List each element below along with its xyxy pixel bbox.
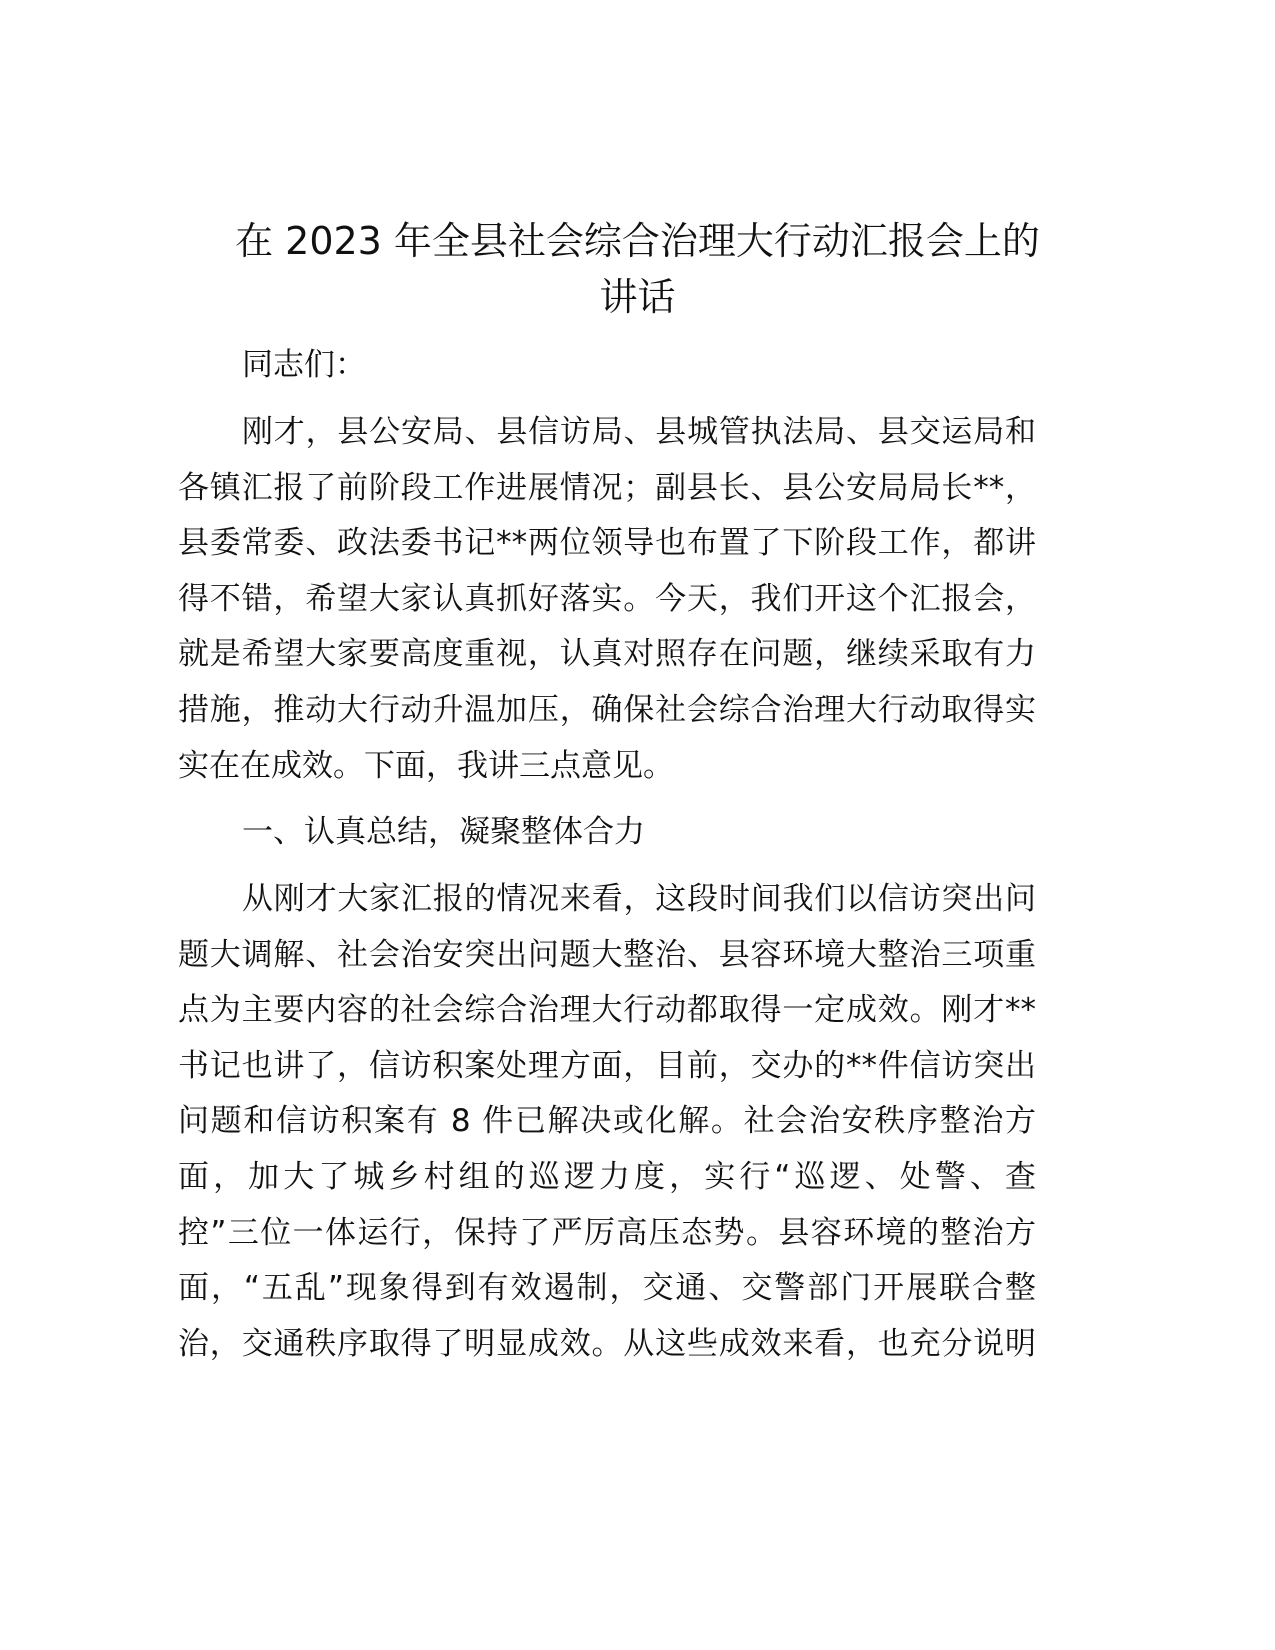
- section-heading-1: [178, 805, 1036, 861]
- paragraph-line: 面，加大了城乡村组的巡逻力度，实行“巡逻、处警、查: [178, 1158, 1036, 1195]
- document-title: [150, 213, 1125, 325]
- paragraph-line: 措施，推动大行动升温加压，确保社会综合治理大行动取得实: [178, 691, 1036, 728]
- paragraph-line: 治，交通秩序取得了明显成效。从这些成效来看，也充分说明: [178, 1325, 1036, 1362]
- paragraph-line: 得不错，希望大家认真抓好落实。今天，我们开这个汇报会，: [178, 580, 1036, 617]
- paragraph-1: [178, 405, 1036, 794]
- salutation: [178, 338, 1036, 394]
- paragraph-line: 控”三位一体运行，保持了严厉高压态势。县容环境的整治方: [178, 1214, 1036, 1251]
- paragraph-line: 刚才，县公安局、县信访局、县城管执法局、县交运局和: [242, 414, 1036, 450]
- paragraph-line: 就是希望大家要高度重视，认真对照存在问题，继续采取有力: [178, 636, 1036, 673]
- paragraph-line: 从刚才大家汇报的情况来看，这段时间我们以信访突出问: [242, 881, 1036, 917]
- paragraph-2: [178, 872, 1036, 1372]
- title-line: 讲话: [599, 275, 676, 319]
- paragraph-line: 问题和信访积案有 8 件已解决或化解。社会治安秩序整治方: [178, 1103, 1036, 1140]
- paragraph-line: 面，“五乱”现象得到有效遏制，交通、交警部门开展联合整: [178, 1270, 1036, 1307]
- paragraph-line: 县委常委、政法委书记**两位领导也布置了下阶段工作，都讲: [178, 525, 1036, 562]
- paragraph-line: 点为主要内容的社会综合治理大行动都取得一定成效。刚才**: [178, 992, 1036, 1029]
- title-line: 在 2023 年全县社会综合治理大行动汇报会上的: [235, 219, 1040, 263]
- paragraph-line: 各镇汇报了前阶段工作进展情况；副县长、县公安局局长**，: [178, 469, 1036, 506]
- salutation-text: 同志们：: [242, 347, 366, 383]
- heading-text: 一、认真总结，凝聚整体合力: [242, 814, 645, 850]
- paragraph-line: 题大调解、社会治安突出问题大整治、县容环境大整治三项重: [178, 936, 1036, 973]
- paragraph-line: 书记也讲了，信访积案处理方面，目前，交办的**件信访突出: [178, 1047, 1036, 1084]
- paragraph-line: 实在在成效。下面，我讲三点意见。: [178, 747, 674, 784]
